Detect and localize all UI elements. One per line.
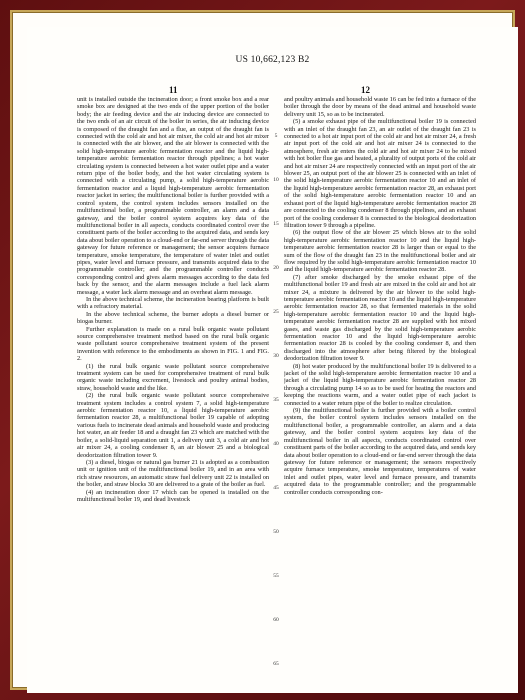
line-number: 10 — [273, 177, 279, 183]
paragraph: (1) the rural bulk organic waste pollutant source comprehensive treatment system can be used for comprehensive treatment of rural bulk organic waste including excrement, livestock and poultry animal bodies, straw, household waste and the like. — [77, 362, 269, 392]
line-number: 35 — [273, 397, 279, 403]
line-number: 25 — [273, 309, 279, 315]
patent-number: US 10,662,123 B2 — [235, 55, 310, 65]
paragraph: (2) the rural bulk organic waste pollutant source comprehensive treatment system includes a control system 7, a solid high-temperature aerobic fermentation reactor 10, a liquid high-temperature aerobic fermentation reactor 28, a multifunctional boiler 19 capable of adopting various fuels to incinerate dead animals and household waste and producing hot water, an air feeder 18 and a draught fan 23 which are matched with the boiler, a solid-liquid separation unit 1, a delivery unit 3, a cold air and hot air mixer 24, a cooling condenser 8, an air blower 25 and a biological deodorization filtration tower 9. — [77, 392, 269, 459]
paragraph: (4) an incineration door 17 which can be opened is installed on the multifunctional boiler 19, and dead livestock — [77, 488, 269, 503]
paragraph: (5) a smoke exhaust pipe of the multifunctional boiler 19 is connected with an inlet of the draught fan 23, an air outlet of the draught fan 23 is connected to a hot air input port of the cold air and hot air mixer 24, a fresh air input port of the cold air and hot air mixer 24 is connected to the atmosphere, fresh air enters the cold air and hot air mixer 24 to be mixed with hot boiler flue gas and heated, a plurality of output ports of the cold air and hot air mixer 24 are respectively connected with an input port of the air blower 25, an output port of the air blower 25 is connected with an inlet of the solid high-temperature aerobic fermentation reactor 10 and an inlet of the liquid high-temperature aerobic fermentation reactor 28, an exhaust port of the solid high-temperature aerobic fermentation reactor 10 and an exhaust port of the liquid high-temperature aerobic fermentation reactor 28 are connected to the cooling condenser 8 through pipelines, and an exhaust port of the cooling condenser 8 is connected to the biological deodorization filtration tower 9 through a pipeline. — [284, 118, 476, 229]
paragraph: and poultry animals and household waste 16 can be fed into a furnace of the boiler through the door by means of the dead animal and household waste delivery unit 15, so as to be incinerated. — [284, 96, 476, 118]
paragraph: Further explanation is made on a rural bulk organic waste pollutant source comprehensive treatment method based on the rural bulk organic waste pollutant source comprehensive treatment system of the present invention with reference to the embodiments as shown in FIG. 1 and FIG. 2. — [77, 325, 269, 363]
paragraph: In the above technical scheme, the burner adopts a diesel burner or biogas burner. — [77, 310, 269, 326]
frame-border — [10, 10, 515, 690]
paragraph: unit is installed outside the incineration door; a front smoke box and a rear smoke box are designed at the two ends of the upper portion of the boiler body; the air feeding device and the air inducing device are connected to the two ends of an air circuit of the boiler in series, the air inducing device is composed of the draught fan and a flue, an output of the draught fan is connected with the cold air and hot air mixer, the cold air and hot air mixer is connected with the air blower, and the air blower is connected with the solid high-temperature aerobic fermentation reactor and the liquid high-temperature aerobic fermentation reactor through pipelines; a hot water circulating system is connected between a hot water outlet pipe and a water return pipe of the boiler body, and the hot water circulating system is connected with a circulating pump, a solid high-temperature aerobic fermentation reactor and a liquid high-temperature aerobic fermentation reactor jacket in series; the multifunctional boiler is further provided with a control system, the control system includes sensors installed on the multifunctional boiler, a programmable controller, an alarm and a data gateway, and the boiler control system acquires key data of the multifunctional boiler in all aspects, conducts coordinated control over the constituent parts of the boiler according to the acquired data, and sends key data about boiler operation to a cloud-end or far-end server through the data gateway for future reference or management; the sensor acquires furnace temperature, smoke temperature, the temperature of water inlet and outlet pipes, water level and furnace pressure, and transmits acquired data to the programmable controller; and the programmable controller conducts corresponding control and gives alarm messages according to the data fed back by the sensor, and the alarm messages include a fuel lack alarm message, a water lack alarm message and an overheat alarm message. — [77, 96, 269, 296]
line-number: 20 — [273, 265, 279, 271]
line-number: 50 — [273, 529, 279, 535]
right-column-number: 12 — [361, 85, 370, 95]
line-number: 15 — [273, 221, 279, 227]
right-text-column — [284, 96, 476, 686]
paragraph: (7) after smoke discharged by the smoke exhaust pipe of the multifunctional boiler 19 and fresh air are mixed in the cold air and hot air mixer 24, a mixture is delivered by the air blower to the solid high-temperature aerobic fermentation reactor 10 and the liquid high-temperature aerobic fermentation reactor 28, so that fermented materials in the solid high-temperature aerobic fermentation reactor 10 and the liquid high-temperature aerobic fermentation reactor 28 are supplied with hot mixed gases, and waste gas discharged by the solid high-temperature aerobic fermentation reactor 10 and the liquid high-temperature aerobic fermentation reactor 28 is cooled by the cooling condenser 8, and then discharged into the atmosphere after being filtered by the biological deodorization filtration tower 9. — [284, 273, 476, 363]
paragraph: In the above technical scheme, the incineration bearing platform is built with a refractory material. — [77, 295, 269, 311]
paragraph: (6) the output flow of the air blower 25 which blows air to the solid high-temperature aerobic fermentation reactor 10 and the liquid high-temperature aerobic fermentation reactor 28 is larger than or equal to the sum of the flow of the draught fan 23 in the multifunctional boiler and air flow required by the solid high-temperature aerobic fermentation reactor 10 and the liquid high-temperature aerobic fermentation reactor 28. — [284, 229, 476, 274]
line-number: 55 — [273, 573, 279, 579]
line-number: 65 — [273, 661, 279, 667]
paragraph: (9) the multifunctional boiler is further provided with a boiler control system, the boiler control system includes sensors installed on the multifunctional boiler, a programmable controller, an alarm and a data gateway, and the boiler control system acquires key data of the multifunctional boiler in all aspects, conducts coordinated control over constituent parts of the boiler according to the acquired data, and sends key data about boiler operation to a cloud-end or far-end server through the data gateway for future reference or management; the sensors respectively acquire furnace temperature, smoke temperature, temperatures of water inlet and outlet pipes, water level and furnace pressure, and transmits acquired data to the programmable controller; and the programmable controller conducts corresponding con- — [284, 407, 476, 496]
line-number: 40 — [273, 441, 279, 447]
paragraph: (8) hot water produced by the multifunctional boiler 19 is delivered to a jacket of the solid high-temperature aerobic fermentation reactor 10 and a jacket of the liquid high-temperature aerobic fermentation reactor 28 through a circulating pump 14 so as to be used for heating the reactors and keeping the reactions warm, and a water outlet pipe of each jacket is connected to a water return pipe of the boiler to realize circulation. — [284, 362, 476, 407]
line-number: 5 — [274, 133, 278, 139]
paragraph: (3) a diesel, biogas or natural gas burner 21 is adopted as a combustion unit or ignition unit of the multifunctional boiler 19, and in an area with rich straw resources, an automatic straw fuel delivery unit 22 is installed on the boiler, and straw blocks 30 are delivered to a grate of the boiler as fuel. — [77, 458, 269, 489]
line-number: 60 — [273, 617, 279, 623]
left-column-number: 11 — [169, 85, 178, 95]
document-page — [27, 27, 518, 693]
line-number: 30 — [273, 353, 279, 359]
line-number: 45 — [273, 485, 279, 491]
line-number-gutter — [270, 96, 282, 686]
left-text-column — [77, 96, 269, 686]
